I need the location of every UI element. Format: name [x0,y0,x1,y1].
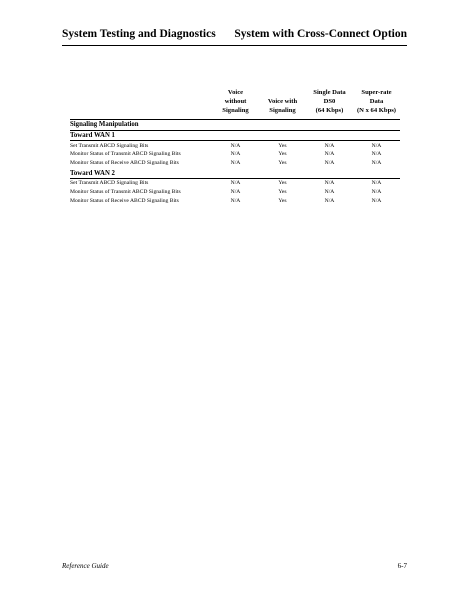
column-header-super-rate-data: Super-rate Data (N x 64 Kbps) [353,82,400,120]
row-label: Set Transmit ABCD Signaling Bits [70,142,149,149]
group-row [70,130,400,141]
header-blank-cell [70,82,212,120]
group-row [70,168,400,178]
cell-value: Yes [278,151,287,158]
cell-value: N/A [324,189,335,196]
page-header [62,28,407,40]
header-rule [62,45,407,46]
header-chapter-title: System Testing and Diagnostics [62,28,216,40]
group-title: Toward WAN 2 [70,168,400,178]
signaling-table [70,82,400,206]
cell-value: Yes [278,160,287,167]
column-header-voice-without-signaling: Voice without Signaling [212,82,259,120]
table-row [70,189,400,198]
cell-value: N/A [371,189,382,196]
cell-value: Yes [278,189,287,196]
cell-value: N/A [324,151,335,158]
cell-value: N/A [230,160,241,167]
row-label: Monitor Status of Transmit ABCD Signaling Bits [70,151,181,158]
header-section-title: System with Cross-Connect Option [234,28,407,40]
cell-value: Yes [278,180,287,187]
cell-value: N/A [230,142,241,149]
row-label: Monitor Status of Receive ABCD Signaling Bits [70,198,179,204]
cell-value: N/A [324,142,335,149]
cell-value: N/A [371,142,382,149]
cell-value: N/A [324,198,335,204]
table-row [70,142,400,151]
row-label: Monitor Status of Receive ABCD Signaling Bits [70,160,179,167]
table-row [70,160,400,169]
cell-value: N/A [324,160,335,167]
section-title: Signaling Manipulation [70,120,400,131]
cell-value: N/A [371,151,382,158]
column-header-voice-with-signaling: Voice with Signaling [259,82,306,120]
cell-value: N/A [324,180,335,187]
cell-value: N/A [371,198,382,204]
table-row [70,151,400,160]
table-row [70,197,400,206]
cell-value: N/A [371,160,382,167]
page-footer [62,562,407,570]
column-header-single-data-ds0: Single Data DS0 (64 Kbps) [306,82,353,120]
row-label: Set Transmit ABCD Signaling Bits [70,180,149,187]
cell-value: N/A [230,198,241,204]
footer-document-title: Reference Guide [62,562,109,570]
cell-value: Yes [278,198,287,204]
cell-value: N/A [230,180,241,187]
section-row [70,120,400,131]
cell-value: Yes [278,142,287,149]
footer-page-number: 6-7 [397,562,407,570]
table-row [70,180,400,189]
table-header-row [70,82,400,120]
cell-value: N/A [230,189,241,196]
cell-value: N/A [371,180,382,187]
row-label: Monitor Status of Transmit ABCD Signaling Bits [70,189,181,196]
cell-value: N/A [230,151,241,158]
group-title: Toward WAN 1 [70,130,400,141]
